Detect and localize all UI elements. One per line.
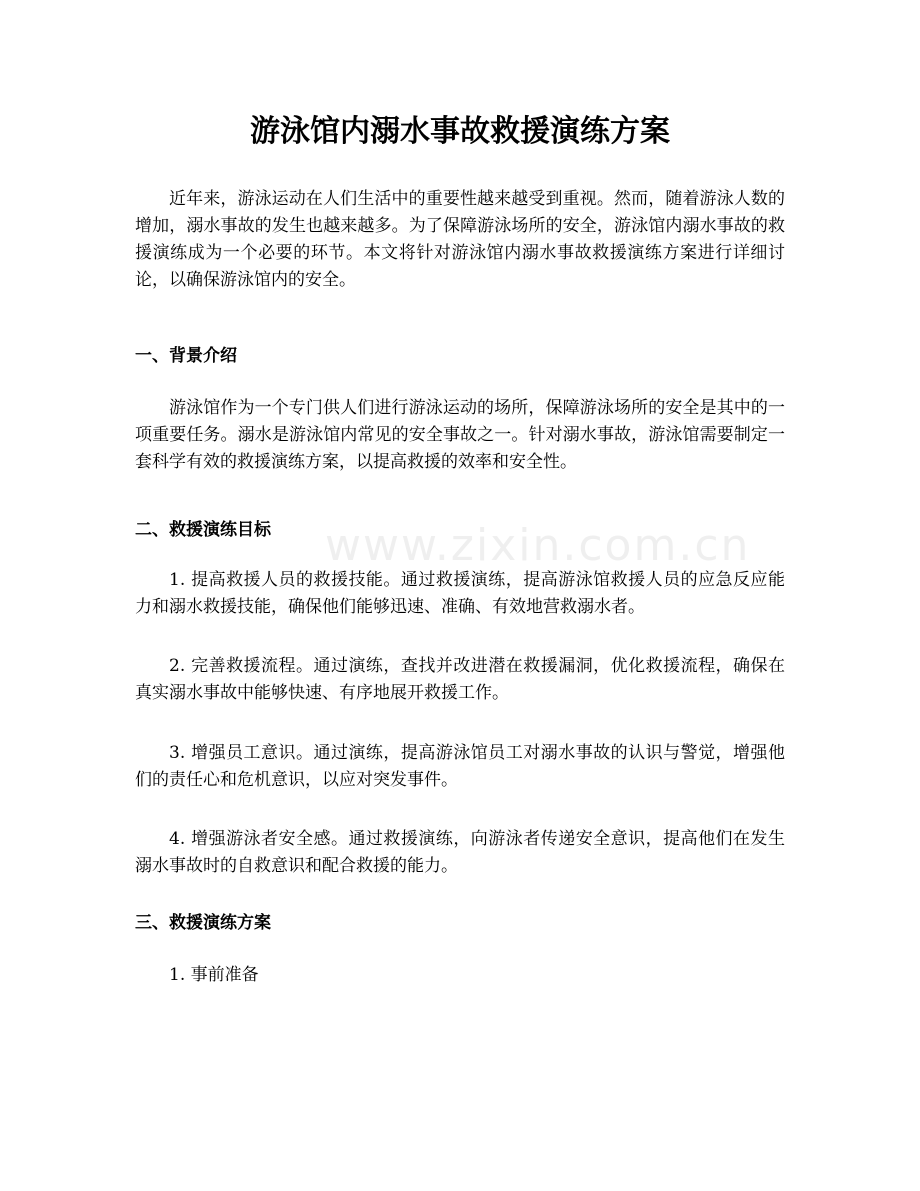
section-heading-goals: 二、救援演练目标 [135, 520, 271, 540]
document-title: 游泳馆内溺水事故救援演练方案 [250, 114, 670, 149]
goal-item-3: 3. 增强员工意识。通过演练，提高游泳馆员工对溺水事故的认识与警觉，增强他们的责任心和危机意识，以应对突发事件。 [135, 743, 785, 790]
watermark: www.zixin.com.cn [325, 520, 751, 571]
section-heading-background: 一、背景介绍 [135, 346, 237, 366]
background-paragraph: 游泳馆作为一个专门供人们进行游泳运动的场所，保障游泳场所的安全是其中的一项重要任务。溺水是游泳馆内常见的安全事故之一。针对溺水事故，游泳馆需要制定一套科学有效的救援演练方案，以提高救援的效率和安全性。 [135, 398, 785, 472]
section-heading-plan: 三、救援演练方案 [135, 913, 271, 933]
plan-item-1: 1. 事前准备 [169, 965, 259, 985]
intro-paragraph: 近年来，游泳运动在人们生活中的重要性越来越受到重视。然而，随着游泳人数的增加，溺水事故的发生也越来越多。为了保障游泳场所的安全，游泳馆内溺水事故的救援演练成为一个必要的环节。本文将针对游泳馆内溺水事故救援演练方案进行详细讨论，以确保游泳馆内的安全。 [135, 189, 785, 290]
goal-item-4: 4. 增强游泳者安全感。通过救援演练，向游泳者传递安全意识，提高他们在发生溺水事故时的自救意识和配合救援的能力。 [135, 829, 785, 876]
goal-item-2: 2. 完善救援流程。通过演练，查找并改进潜在救援漏洞，优化救援流程，确保在真实溺水事故中能够快速、有序地展开救援工作。 [135, 656, 785, 703]
goal-item-1: 1. 提高救援人员的救援技能。通过救援演练，提高游泳馆救援人员的应急反应能力和溺水救援技能，确保他们能够迅速、准确、有效地营救溺水者。 [135, 570, 785, 617]
